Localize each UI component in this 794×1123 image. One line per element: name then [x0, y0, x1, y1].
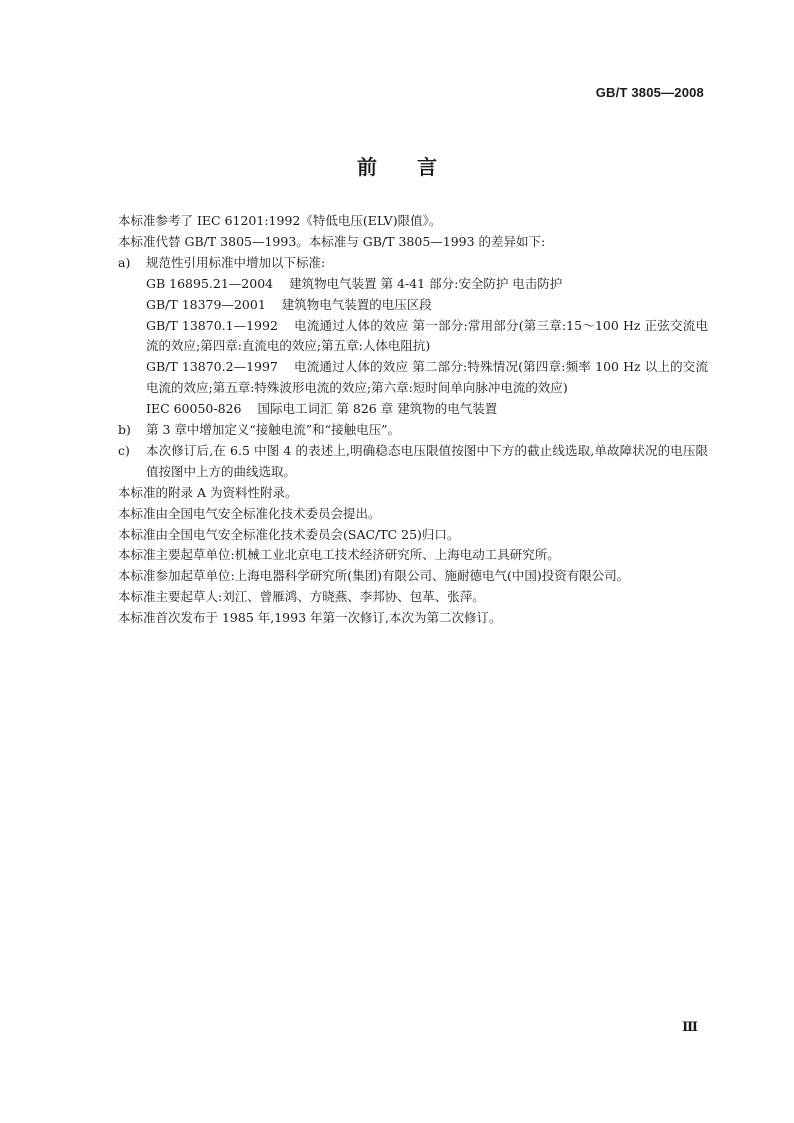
paragraph-main-drafters-units: 本标准主要起草单位:机械工业北京电工技术经济研究所、上海电动工具研究所。 — [118, 547, 560, 563]
list-item-b-text: 第 3 章中增加定义“接触电流”和“接触电压”。 — [146, 422, 400, 438]
reference-title: 电流通过人体的效应 第二部分:特殊情况(第四章:频率 100 Hz 以上的交流电流的效应;第五章:特殊波形电流的效应;第六章:短时间单向脉冲电流的效应) — [146, 359, 708, 396]
list-item-c-text: 本次修订后,在 6.5 中图 4 的表述上,明确稳态电压限值按图中下方的截止线选取,单故障状况的电压限值按图中上方的曲线选取。 — [146, 442, 708, 479]
reference-item — [146, 357, 708, 399]
paragraph-release-history: 本标准首次发布于 1985 年,1993 年第一次修订,本次为第二次修订。 — [118, 610, 502, 626]
list-item-a-text: 规范性引用标准中增加以下标准: — [146, 254, 326, 270]
paragraph-administrator: 本标准由全国电气安全标准化技术委员会(SAC/TC 25)归口。 — [118, 526, 460, 542]
paragraph-reference-standard: 本标准参考了 IEC 61201:1992《特低电压(ELV)限值》。 — [118, 213, 442, 228]
reference-title: 国际电工词汇 第 826 章 建筑物的电气装置 — [257, 401, 498, 417]
list-item-c — [118, 441, 708, 483]
list-item-b — [118, 420, 708, 441]
reference-item — [146, 295, 708, 316]
paragraph-main-drafters: 本标准主要起草人:刘江、曾雁鸿、方晓燕、李邦协、包革、张萍。 — [118, 589, 485, 605]
reference-title: 电流通过人体的效应 第一部分:常用部分(第三章:15～100 Hz 正弦交流电流的效应;第四章:直流电的效应;第五章:人体电阻抗) — [146, 317, 708, 354]
document-body — [118, 211, 708, 629]
list-marker-a: a) — [118, 254, 131, 270]
reference-code: GB/T 18379—2001 — [146, 296, 266, 312]
list-marker-b: b) — [118, 422, 131, 438]
paragraph-appendix: 本标准的附录 A 为资料性附录。 — [118, 484, 298, 500]
reference-code: IEC 60050-826 — [146, 401, 242, 417]
reference-code: GB/T 13870.2—1997 — [146, 359, 278, 375]
standard-code: GB/T 3805—2008 — [595, 85, 704, 100]
list-item-a — [118, 253, 708, 274]
paragraph-participating-units: 本标准参加起草单位:上海电器科学研究所(集团)有限公司、施耐德电气(中国)投资有限公司。 — [118, 568, 630, 584]
reference-title: 建筑物电气装置的电压区段 — [281, 296, 432, 312]
reference-item — [146, 399, 708, 420]
reference-item — [146, 316, 708, 358]
reference-item — [146, 274, 708, 295]
page-title: 前言 — [357, 155, 477, 179]
reference-list — [118, 274, 708, 420]
paragraph-proposer: 本标准由全国电气安全标准化技术委员会提出。 — [118, 505, 381, 521]
paragraph-replacement-note: 本标准代替 GB/T 3805—1993。本标准与 GB/T 3805—1993 的差异如下: — [118, 233, 546, 249]
reference-title: 建筑物电气装置 第 4-41 部分:安全防护 电击防护 — [289, 275, 563, 291]
list-marker-c: c) — [118, 442, 130, 458]
reference-code: GB/T 13870.1—1992 — [146, 317, 278, 333]
reference-code: GB 16895.21—2004 — [146, 275, 274, 291]
page-number: Ⅲ — [682, 1020, 698, 1035]
